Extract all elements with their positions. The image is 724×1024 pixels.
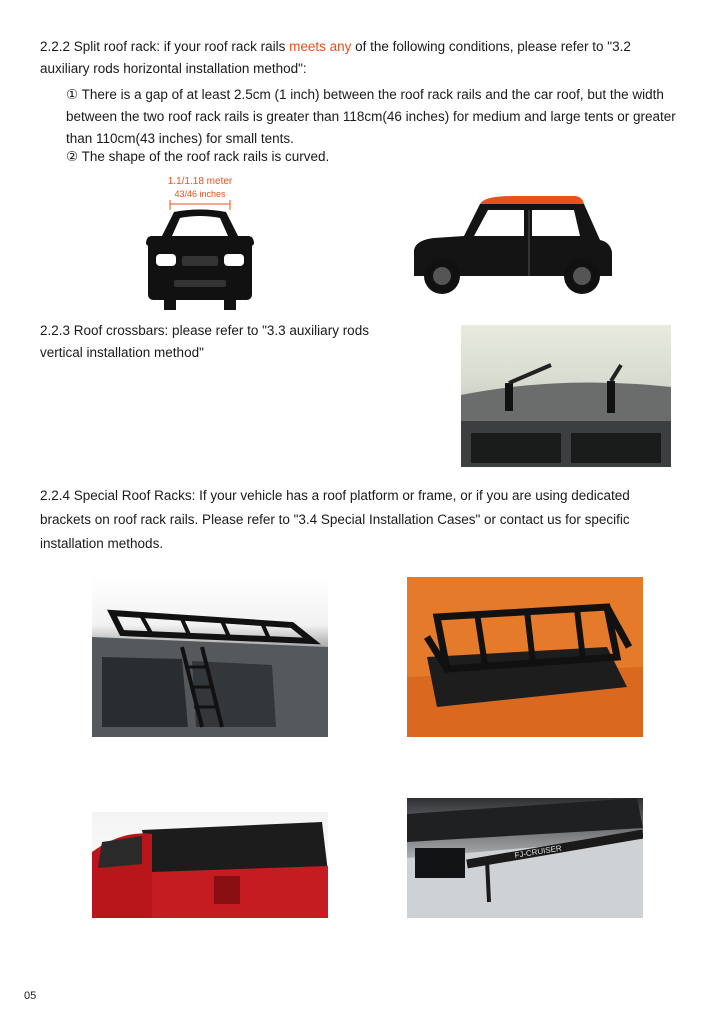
section-2-2-3: 2.2.3 Roof crossbars: please refer to "3.3 auxiliary rods vertical installation method" [40,323,369,360]
truck-canopy-photo [92,812,328,918]
intro-highlight: meets any [289,39,352,54]
condition-2: ② The shape of the roof rack rails is curved. [66,149,330,164]
plate-text: FJ-CRUISER [513,843,563,860]
front-car-illustration [130,176,270,316]
intro-text-part2: of the following conditions, please refer to "3.2 auxiliary rods horizontal installation method": [40,39,631,76]
roof-platform-photo [92,577,328,737]
measure-inches-label: 43/46 inches [174,189,226,199]
roof-crossbars-photo [461,325,671,467]
intro-text-part1: 2.2.2 Split roof rack: if your roof rack rails [40,39,290,54]
condition-1: ① There is a gap of at least 2.5cm (1 inch) between the roof rack rails and the car roof, but the width between the two roof rack rails is greater than 118cm(46 inches) for medium and large tents or greater than 110cm(43 inches) for small tents. [66,87,676,146]
section-2-2-4: 2.2.4 Special Roof Racks: If your vehicle has a roof platform or frame, or if you are using dedicated brackets on roof rack rails. Please refer to "3.4 Special Installation Cases" or contact us for specific installation methods. [40,488,630,551]
section-2-2-2-intro [40,36,680,80]
side-car-svg [404,190,620,302]
pickup-bed-rack-photo [407,577,643,737]
side-car-illustration [404,190,620,302]
rail-bracket-photo [407,798,643,918]
measure-meter-label: 1.1/1.18 meter [167,176,233,187]
page-number: 05 [24,990,37,1002]
